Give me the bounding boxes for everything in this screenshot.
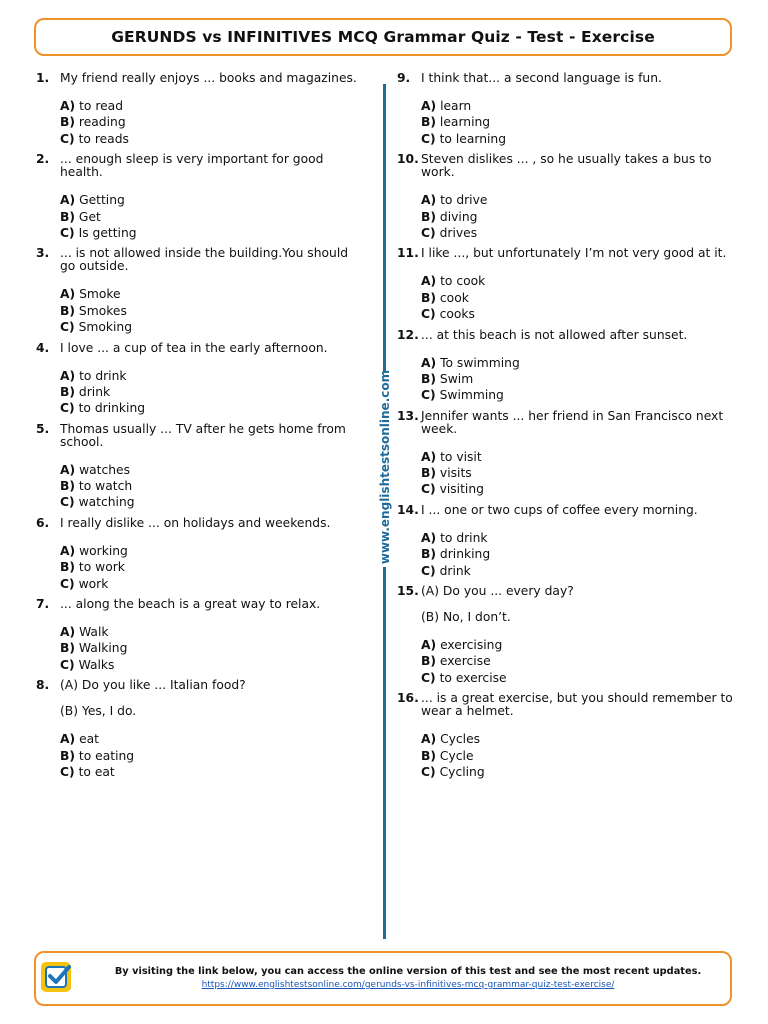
option-text: cooks <box>439 307 475 322</box>
option-text: Walks <box>78 657 115 672</box>
option-letter: C) <box>421 388 436 403</box>
option-text: cook <box>439 290 469 305</box>
option-text: learn <box>440 99 472 113</box>
question-text: ... at this beach is not allowed after sunset. <box>421 327 688 342</box>
question-number: 3. <box>36 246 50 261</box>
option-letter: B) <box>60 641 75 656</box>
option-b[interactable] <box>421 546 737 562</box>
question-10 <box>397 153 737 241</box>
option-text: to drink <box>79 368 127 383</box>
option-b[interactable] <box>421 290 737 306</box>
question-text: I love ... a cup of tea in the early afternoon. <box>60 340 328 355</box>
option-a[interactable] <box>421 530 737 546</box>
option-text: Cycles <box>440 732 481 747</box>
option-text: to read <box>79 99 124 113</box>
title-box <box>34 18 732 56</box>
option-b[interactable] <box>60 303 366 319</box>
option-c[interactable] <box>421 670 737 686</box>
question-text: (A) Do you like ... Italian food? <box>60 678 246 693</box>
option-c[interactable] <box>60 764 366 780</box>
option-letter: B) <box>60 115 75 130</box>
option-letter: B) <box>60 384 75 399</box>
option-text: drink <box>439 563 471 578</box>
option-letter: C) <box>421 131 436 146</box>
question-number: 5. <box>36 421 50 436</box>
option-text: Smoke <box>79 287 121 302</box>
option-text: To swimming <box>440 355 520 370</box>
option-text: working <box>79 543 128 558</box>
option-letter: B) <box>60 209 75 224</box>
option-text: exercising <box>440 638 503 653</box>
option-b[interactable] <box>60 209 366 225</box>
question-answer-line: (B) No, I don’t. <box>421 610 511 625</box>
option-b[interactable] <box>421 748 737 764</box>
option-c[interactable] <box>60 576 366 592</box>
option-a[interactable] <box>60 98 366 114</box>
option-c[interactable] <box>421 131 737 147</box>
option-a[interactable] <box>421 731 737 747</box>
question-number: 15. <box>397 584 419 599</box>
question-6 <box>36 517 366 592</box>
option-text: to learning <box>439 131 506 146</box>
option-letter: B) <box>60 748 75 763</box>
option-text: visits <box>439 466 472 481</box>
question-11 <box>397 247 737 322</box>
option-letter: C) <box>421 563 436 578</box>
option-text: to visit <box>440 449 482 464</box>
option-letter: A) <box>60 368 76 383</box>
option-letter: B) <box>421 547 436 562</box>
question-number: 7. <box>36 597 50 612</box>
option-b[interactable] <box>421 371 737 387</box>
option-c[interactable] <box>421 225 737 241</box>
option-letter: B) <box>421 209 436 224</box>
question-number: 6. <box>36 515 50 530</box>
option-letter: C) <box>421 482 436 497</box>
option-letter: B) <box>60 303 75 318</box>
option-letter: A) <box>421 638 437 653</box>
question-3 <box>36 247 366 335</box>
option-text: Smoking <box>78 320 133 335</box>
option-text: work <box>78 576 109 591</box>
question-2 <box>36 153 366 241</box>
question-number: 8. <box>36 678 50 693</box>
option-text: to drinking <box>78 401 146 416</box>
question-text: I think that... a second language is fun. <box>421 71 662 85</box>
question-9 <box>397 72 737 147</box>
option-text: to drink <box>440 530 488 545</box>
column-divider <box>383 84 386 372</box>
option-text: Cycle <box>439 748 474 763</box>
option-letter: B) <box>60 479 75 494</box>
question-12 <box>397 329 737 404</box>
option-c[interactable] <box>60 131 366 147</box>
option-c[interactable] <box>60 494 366 510</box>
option-text: drinking <box>439 547 491 562</box>
option-text: to eating <box>78 748 135 763</box>
question-text: ... along the beach is a great way to relax. <box>60 597 321 612</box>
option-letter: C) <box>60 320 75 335</box>
option-text: diving <box>439 209 478 224</box>
question-number: 2. <box>36 152 50 167</box>
question-text: ... is a great exercise, but you should remember to wear a helmet. <box>421 691 733 719</box>
option-b[interactable] <box>421 653 737 669</box>
option-letter: B) <box>421 654 436 669</box>
option-text: to cook <box>440 274 486 289</box>
option-b[interactable] <box>60 384 366 400</box>
online-test-link[interactable]: https://www.englishtestsonline.com/gerunds-vs-infinitives-mcq-grammar-quiz-test-exercise/ <box>201 980 615 990</box>
option-a[interactable] <box>421 355 737 371</box>
option-text: Get <box>78 209 101 224</box>
option-b[interactable] <box>60 640 366 656</box>
question-13 <box>397 410 737 498</box>
option-c[interactable] <box>60 319 366 335</box>
option-text: Smokes <box>78 303 127 318</box>
question-7 <box>36 598 366 673</box>
option-letter: C) <box>421 670 436 685</box>
option-a[interactable] <box>421 98 737 114</box>
option-b[interactable] <box>421 114 737 130</box>
option-a[interactable] <box>421 273 737 289</box>
option-a[interactable] <box>421 192 737 208</box>
option-letter: C) <box>421 225 436 240</box>
option-letter: A) <box>421 355 437 370</box>
option-letter: B) <box>60 560 75 575</box>
option-text: drives <box>439 225 478 240</box>
option-letter: A) <box>421 193 437 208</box>
option-letter: A) <box>60 193 76 208</box>
question-number: 1. <box>36 71 50 85</box>
question-text: ... enough sleep is very important for good health. <box>60 152 324 180</box>
question-number: 10. <box>397 152 419 167</box>
option-text: to exercise <box>439 670 507 685</box>
option-letter: C) <box>60 225 75 240</box>
option-c[interactable] <box>60 657 366 673</box>
option-c[interactable] <box>421 481 737 497</box>
option-letter: A) <box>60 543 76 558</box>
option-letter: C) <box>421 764 436 779</box>
question-number: 16. <box>397 691 419 706</box>
option-b[interactable] <box>421 209 737 225</box>
option-b[interactable] <box>60 748 366 764</box>
question-5 <box>36 423 366 511</box>
option-text: eat <box>79 732 99 747</box>
question-8 <box>36 679 366 780</box>
question-number: 4. <box>36 340 50 355</box>
question-number: 12. <box>397 327 419 342</box>
option-letter: A) <box>421 732 437 747</box>
option-letter: B) <box>421 748 436 763</box>
question-text: I really dislike ... on holidays and weekends. <box>60 515 331 530</box>
question-1 <box>36 72 366 147</box>
option-text: exercise <box>439 654 491 669</box>
footer-notice: By visiting the link below, you can access the online version of this test and see the most recent updates. <box>114 966 702 977</box>
option-text: drink <box>78 384 111 399</box>
option-a[interactable] <box>60 286 366 302</box>
option-text: to watch <box>78 479 133 494</box>
option-letter: C) <box>60 657 75 672</box>
checkbox-check-icon <box>41 962 71 992</box>
question-text: (A) Do you ... every day? <box>421 584 574 599</box>
question-16 <box>397 692 737 780</box>
option-text: to work <box>78 560 125 575</box>
question-number: 14. <box>397 502 419 517</box>
questions-right-column <box>397 72 737 786</box>
option-text: Getting <box>79 193 125 208</box>
option-c[interactable] <box>60 400 366 416</box>
option-b[interactable] <box>60 114 366 130</box>
option-b[interactable] <box>60 478 366 494</box>
option-letter: C) <box>60 131 75 146</box>
option-b[interactable] <box>60 559 366 575</box>
footer-box <box>34 951 732 1006</box>
option-letter: C) <box>60 495 75 510</box>
option-a[interactable] <box>421 637 737 653</box>
question-text: Steven dislikes ... , so he usually takes a bus to work. <box>421 152 712 180</box>
option-letter: B) <box>421 371 436 386</box>
option-c[interactable] <box>421 563 737 579</box>
option-letter: A) <box>60 287 76 302</box>
site-url-text: www.englishtestsonline.com <box>378 369 392 565</box>
question-number: 13. <box>397 408 419 423</box>
option-letter: A) <box>60 732 76 747</box>
option-text: Swim <box>439 371 474 386</box>
question-number: 11. <box>397 246 419 261</box>
question-text: I like ..., but unfortunately I’m not very good at it. <box>421 246 727 261</box>
option-letter: A) <box>60 99 76 113</box>
option-letter: A) <box>421 449 437 464</box>
question-14 <box>397 504 737 579</box>
question-text: My friend really enjoys ... books and magazines. <box>60 71 357 85</box>
question-text: Jennifer wants ... her friend in San Francisco next week. <box>421 408 724 436</box>
question-answer-line: (B) Yes, I do. <box>60 704 137 719</box>
option-letter: C) <box>421 307 436 322</box>
option-text: to eat <box>78 764 115 779</box>
option-letter: A) <box>60 462 76 477</box>
option-text: reading <box>78 115 126 130</box>
page-title: GERUNDS vs INFINITIVES MCQ Grammar Quiz - Test - Exercise <box>111 28 655 46</box>
question-text: ... is not allowed inside the building.You should go outside. <box>60 246 349 274</box>
option-text: to drive <box>440 193 488 208</box>
question-text: I ... one or two cups of coffee every morning. <box>421 502 698 517</box>
question-15 <box>397 585 737 686</box>
option-a[interactable] <box>60 192 366 208</box>
option-text: watching <box>78 495 135 510</box>
option-a[interactable] <box>60 368 366 384</box>
option-letter: B) <box>421 466 436 481</box>
option-letter: C) <box>60 576 75 591</box>
question-text: Thomas usually ... TV after he gets home from school. <box>60 421 346 449</box>
option-text: watches <box>79 462 131 477</box>
option-text: Walk <box>79 625 109 640</box>
option-text: Swimming <box>439 388 504 403</box>
option-c[interactable] <box>421 387 737 403</box>
option-text: Is getting <box>78 225 137 240</box>
option-b[interactable] <box>421 465 737 481</box>
option-a[interactable] <box>60 731 366 747</box>
option-a[interactable] <box>60 624 366 640</box>
option-a[interactable] <box>421 449 737 465</box>
option-letter: C) <box>60 764 75 779</box>
option-a[interactable] <box>60 462 366 478</box>
questions-left-column <box>36 72 366 786</box>
option-letter: A) <box>421 99 437 113</box>
option-a[interactable] <box>60 543 366 559</box>
option-letter: A) <box>421 530 437 545</box>
option-text: Walking <box>78 641 128 656</box>
option-letter: A) <box>421 274 437 289</box>
option-letter: B) <box>421 115 436 130</box>
option-c[interactable] <box>421 764 737 780</box>
option-c[interactable] <box>60 225 366 241</box>
option-c[interactable] <box>421 306 737 322</box>
option-text: visiting <box>439 482 484 497</box>
option-letter: A) <box>60 625 76 640</box>
question-number: 9. <box>397 71 411 85</box>
question-4 <box>36 342 366 417</box>
option-letter: C) <box>60 401 75 416</box>
option-text: learning <box>439 115 491 130</box>
option-letter: B) <box>421 290 436 305</box>
option-text: Cycling <box>439 764 485 779</box>
option-text: to reads <box>78 131 129 146</box>
column-divider <box>383 567 386 939</box>
